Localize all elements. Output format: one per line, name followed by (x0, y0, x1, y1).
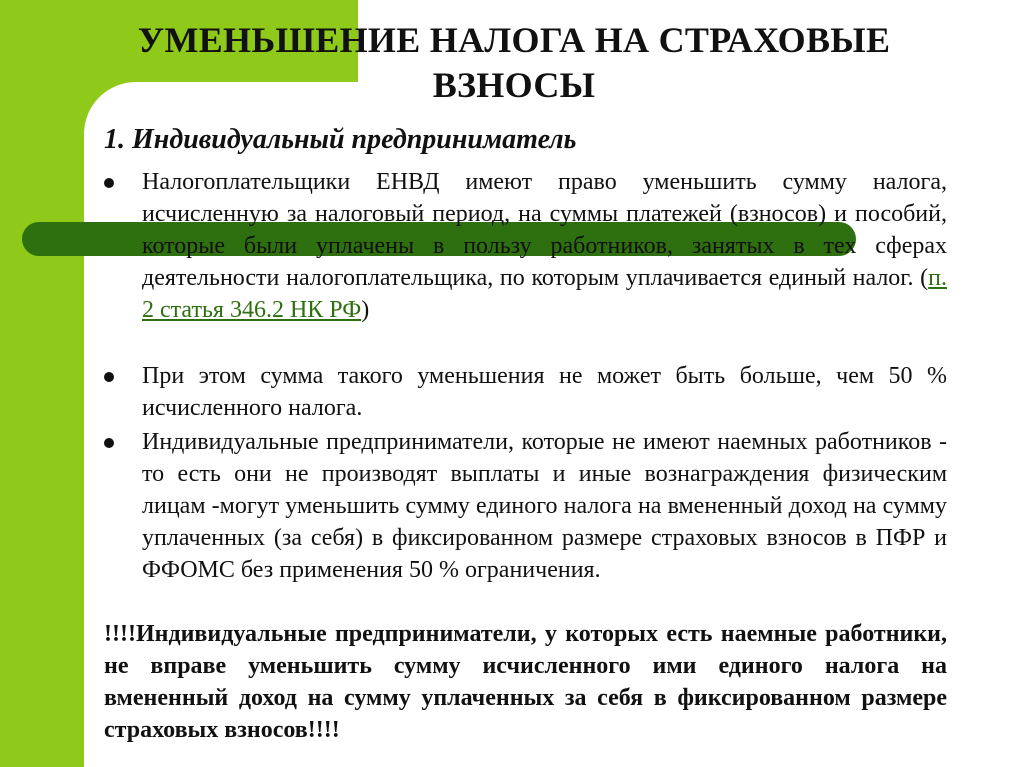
slide-title: УМЕНЬШЕНИЕ НАЛОГА НА СТРАХОВЫЕ ВЗНОСЫ (137, 20, 891, 105)
bullet-paragraph-2: При этом сумма такого уменьшения не может быть больше, чем 50 % исчисленного налога. (142, 363, 947, 421)
bullet-dot-icon (104, 372, 114, 382)
bullet-dot-icon (104, 438, 114, 448)
bullet-1-text: Налогоплательщики ЕНВД имеют право уменьшить сумму налога, исчисленную за налоговый период, на суммы платежей (взносов) и пособий, которые были уплачены в пользу работников, занятых в тех сферах деятельности налогоплательщика, по которым уплачивается единый налог. ( (142, 169, 947, 291)
law-reference-link[interactable]: п. 2 статья 346.2 НК РФ (142, 265, 947, 323)
slide-subtitle: 1. Индивидуальный предприниматель (104, 124, 577, 155)
important-note: !!!!Индивидуальные предприниматели, у которых есть наемные работники, не вправе уменьшить сумму исчисленного ими единого налога на вмененный доход на сумму уплаченных за себя в фиксированном размере страховых взносов!!!! (104, 621, 947, 743)
bullet-dot-icon (104, 178, 114, 188)
bullet-paragraph-3: Индивидуальные предприниматели, которые не имеют наемных работников - то есть они не производят выплаты и иные вознаграждения физическим лицам -могут уменьшить сумму единого налога на вмененный доход на сумму уплаченных (за себя) в фиксированном размере страховых взносов в ПФР и ФФОМС без применения 50 % ограничения. (142, 429, 947, 583)
bullet-1-text-end: ) (361, 297, 370, 323)
bullet-paragraph-1 (142, 166, 947, 326)
